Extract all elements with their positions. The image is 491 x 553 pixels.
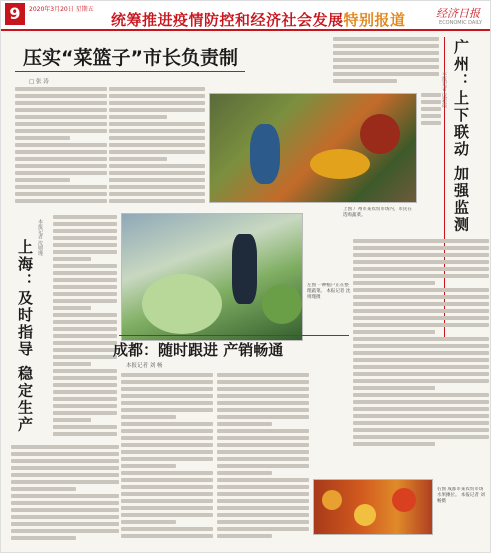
page-header <box>1 1 491 31</box>
guangzhou-text-top <box>333 37 439 91</box>
fruit-photo <box>313 479 433 535</box>
chengdu-divider <box>119 335 349 336</box>
main-text-col-2 <box>109 87 205 211</box>
section-title-main: 统筹推进疫情防控和经济社会发展 <box>111 11 344 29</box>
headline-rule <box>15 71 245 72</box>
market-photo-caption: 上图 广州市某农贸市场内，市民在选购蔬菜。 <box>343 207 412 218</box>
chengdu-text-col-2 <box>217 373 309 547</box>
guangzhou-byline: 本报记者 庞彩霞 <box>441 71 447 108</box>
shanghai-byline: 本报记者 沈则瑾 <box>37 219 43 256</box>
guangzhou-text-col-2 <box>353 239 489 475</box>
shanghai-text-col-2 <box>11 445 119 545</box>
market-photo <box>209 93 417 203</box>
shanghai-headline: 上海：及时指导 稳定生产 <box>16 239 34 434</box>
section-title <box>111 9 406 30</box>
chengdu-byline: 本报记者 刘 畅 <box>126 363 163 369</box>
main-byline: □ 张 涛 <box>29 79 49 85</box>
chengdu-headline: 成都：随时跟进 产销畅通 <box>113 341 284 359</box>
guangzhou-headline: 广州：上下联动 加强监测 <box>452 39 470 234</box>
page-number: 9 <box>5 3 25 25</box>
main-text-col-1 <box>15 87 107 211</box>
vegetable-photo <box>121 213 303 341</box>
newspaper-logo-subtitle: ECONOMIC DAILY <box>439 20 482 26</box>
main-headline: 压实“菜篮子”市长负责制 <box>23 47 238 69</box>
vegetable-photo-caption: 左图 一种植户正在整理蔬菜。 本报记者 沈则瑾摄 <box>307 283 351 300</box>
shanghai-text-col-1 <box>53 215 117 445</box>
newspaper-logo: 经济日报 <box>436 7 480 20</box>
issue-date: 2020年3月20日 星期五 <box>29 6 94 13</box>
chengdu-text-col-1 <box>121 373 213 547</box>
fruit-photo-caption: 右图 成都市某农贸市场水果摊位。 本报记者 刘畅摄 <box>437 487 485 504</box>
section-title-highlight: 特别报道 <box>343 11 406 29</box>
